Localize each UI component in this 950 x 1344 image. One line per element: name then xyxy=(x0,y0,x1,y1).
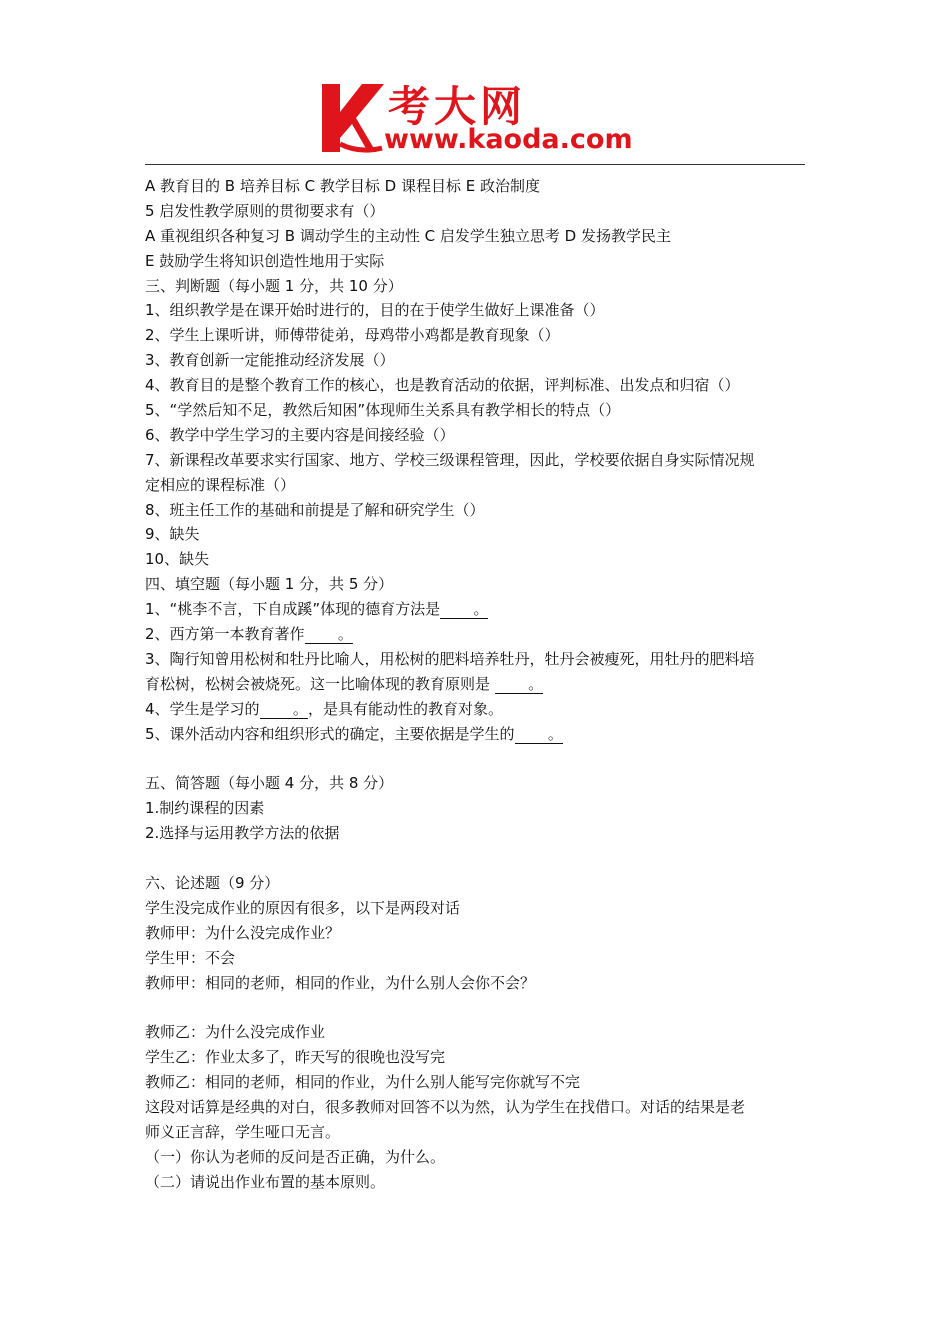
line-text: 1、组织教学是在课开始时进行的，目的在于使学生做好上课准备（） xyxy=(145,301,605,320)
document-body xyxy=(145,174,815,1195)
text-line xyxy=(145,697,815,722)
line-text: 定相应的课程标准（） xyxy=(145,475,296,494)
line-text: 6、教学中学生学习的主要内容是间接经验（） xyxy=(145,425,455,444)
line-text: 4、学生是学习的 xyxy=(145,699,260,718)
line-text: 教师甲：为什么没完成作业？ xyxy=(145,923,341,942)
text-line xyxy=(145,498,815,523)
text-line xyxy=(145,771,815,796)
text-line xyxy=(145,946,815,971)
text-line xyxy=(145,348,815,373)
line-text: 2、西方第一本教育著作 xyxy=(145,625,305,644)
line-text: A 重视组织各种复习 B 调动学生的主动性 C 启发学生独立思考 D 发扬教学民主 xyxy=(145,226,671,245)
text-line xyxy=(145,921,815,946)
text-line xyxy=(145,572,815,597)
text-line xyxy=(145,971,815,996)
line-text: 这段对话算是经典的对白，很多教师对回答不以为然，认为学生在找借口。对话的结果是老 xyxy=(145,1097,746,1116)
text-line xyxy=(145,1070,815,1095)
line-text: 教师乙：为什么没完成作业 xyxy=(145,1023,326,1042)
line-text: 7、新课程改革要求实行国家、地方、学校三级课程管理，因此，学校要依据自身实际情况规 xyxy=(145,450,755,469)
text-line xyxy=(145,622,815,647)
line-text: （一）你认为老师的反问是否正确，为什么。 xyxy=(145,1147,446,1166)
text-line xyxy=(145,373,815,398)
line-text: 9、缺失 xyxy=(145,525,200,544)
line-text: 1.制约课程的因素 xyxy=(145,799,265,818)
line-text: 学生没完成作业的原因有很多，以下是两段对话 xyxy=(145,898,461,917)
text-line xyxy=(145,871,815,896)
text-line xyxy=(145,522,815,547)
text-line xyxy=(145,896,815,921)
text-line xyxy=(145,448,815,473)
text-line xyxy=(145,1170,815,1195)
line-text-after: ，是具有能动性的教育对象。 xyxy=(307,699,503,718)
kaoda-logo[interactable] xyxy=(318,78,648,160)
text-line xyxy=(145,647,815,672)
text-line xyxy=(145,995,815,1020)
line-text: 2、学生上课听讲，师傅带徒弟，母鸡带小鸡都是教育现象（） xyxy=(145,326,560,345)
text-line xyxy=(145,1120,815,1145)
text-line xyxy=(145,473,815,498)
text-line xyxy=(145,249,815,274)
text-line xyxy=(145,796,815,821)
line-text: 4、教育目的是整个教育工作的核心，也是教育活动的依据，评判标准、出发点和归宿（） xyxy=(145,376,740,395)
text-line xyxy=(145,1045,815,1070)
text-line xyxy=(145,1145,815,1170)
line-text: 学生乙：作业太多了，昨天写的很晚也没写完 xyxy=(145,1048,446,1067)
line-text: 5、“学然后知不足，教然后知困”体现师生关系具有教学相长的特点（） xyxy=(145,401,621,420)
line-text: A 教育目的 B 培养目标 C 教学目标 D 课程目标 E 政治制度 xyxy=(145,177,540,195)
text-line xyxy=(145,398,815,423)
line-text: 5 启发性教学原则的贯彻要求有（） xyxy=(145,201,385,220)
line-text: 学生甲：不会 xyxy=(145,948,236,967)
line-text: 3、教育创新一定能推动经济发展（） xyxy=(145,351,395,370)
text-line xyxy=(145,846,815,871)
text-line xyxy=(145,547,815,572)
text-line xyxy=(145,597,815,622)
line-text: 五、简答题（每小题 4 分，共 8 分） xyxy=(145,774,394,793)
logo-title: 考大网 xyxy=(388,82,527,131)
line-text: 10、缺失 xyxy=(145,550,210,569)
fill-in-blank[interactable]: 。 xyxy=(494,674,544,693)
line-text: 师义正言辞，学生哑口无言。 xyxy=(145,1122,341,1141)
text-line xyxy=(145,1095,815,1120)
k-logo-icon xyxy=(318,78,390,156)
logo-url[interactable]: www.kaoda.com xyxy=(384,124,633,155)
text-line xyxy=(145,199,815,224)
text-line xyxy=(145,722,815,747)
fill-in-blank[interactable]: 。 xyxy=(259,699,308,718)
line-text: （二）请说出作业布置的基本原则。 xyxy=(145,1172,386,1191)
line-text: 六、论述题（9 分） xyxy=(145,873,280,892)
line-text: 四、填空题（每小题 1 分，共 5 分） xyxy=(145,575,394,594)
text-line xyxy=(145,1020,815,1045)
fill-in-blank[interactable]: 。 xyxy=(440,600,489,619)
text-line xyxy=(145,423,815,448)
text-line xyxy=(145,274,815,299)
line-text: 教师乙：相同的老师，相同的作业，为什么别人能写完你就写不完 xyxy=(145,1073,581,1092)
line-text: 2.选择与运用教学方法的依据 xyxy=(145,824,340,843)
text-line xyxy=(145,174,815,199)
line-text: 3、陶行知曾用松树和牡丹比喻人，用松树的肥料培养牡丹，牡丹会被瘦死，用牡丹的肥料培 xyxy=(145,649,755,668)
fill-in-blank[interactable]: 。 xyxy=(304,625,353,644)
header-divider xyxy=(145,164,805,165)
text-line xyxy=(145,298,815,323)
text-line xyxy=(145,672,815,697)
text-line xyxy=(145,323,815,348)
line-text: E 鼓励学生将知识创造性地用于实际 xyxy=(145,251,385,270)
line-text: 育松树，松树会被烧死。这一比喻体现的教育原则是 xyxy=(145,674,495,693)
text-line xyxy=(145,746,815,771)
text-line xyxy=(145,821,815,846)
line-text: 8、班主任工作的基础和前提是了解和研究学生（） xyxy=(145,500,485,519)
line-text: 5、课外活动内容和组织形式的确定，主要依据是学生的 xyxy=(145,724,515,743)
line-text: 三、判断题（每小题 1 分，共 10 分） xyxy=(145,276,403,295)
text-line xyxy=(145,224,815,249)
line-text: 教师甲：相同的老师，相同的作业，为什么别人会你不会？ xyxy=(145,973,536,992)
line-text: 1、“桃李不言，下自成蹊”体现的德育方法是 xyxy=(145,600,441,619)
fill-in-blank[interactable]: 。 xyxy=(514,724,563,743)
